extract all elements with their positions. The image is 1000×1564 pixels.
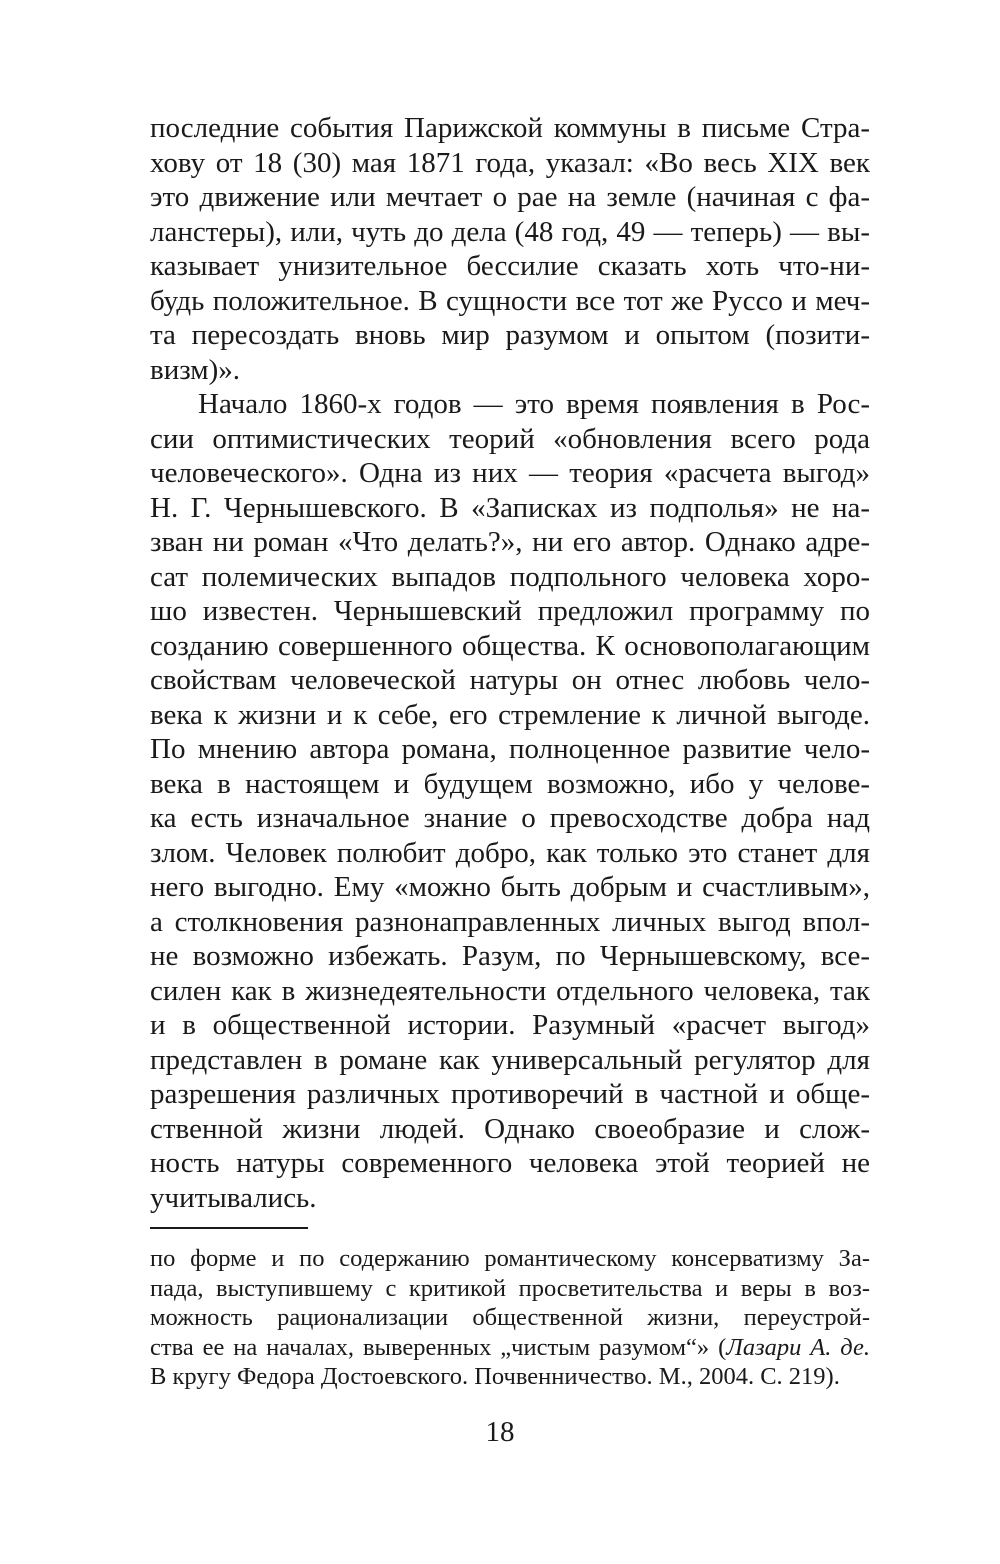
text-line: силен как в жизнедеятельности отдельного человека, так [150, 974, 870, 1007]
text-line: ланстеры), или, чуть до дела (48 год, 49 — теперь) — вы- [150, 215, 870, 248]
footnote [150, 1244, 870, 1392]
text-line: Н. Г. Чернышевского. В «Записках из подполья» не на- [150, 491, 870, 524]
text-line: и в общественной истории. Разумный «расчет выгод» [150, 1009, 870, 1041]
text-line: хову от 18 (30) мая 1871 года, указал: «Во весь XIX век [150, 146, 870, 179]
text-line: последние события Парижской коммуны в письме Стра- [150, 112, 870, 144]
text-line: казывает унизительное бессилие сказать хоть что-ни- [150, 250, 870, 282]
main-text [150, 111, 870, 1215]
text-line: ка есть изначальное знание о превосходстве добра над [150, 802, 870, 834]
text-line: сии оптимистических теорий «обновления всего рода [150, 422, 870, 455]
text-line: него выгодно. Ему «можно быть добрым и счастливым», [150, 871, 870, 903]
footnote-line: В кругу Федора Достоевского. Почвенничество. М., 2004. С. 219). [150, 1363, 840, 1390]
text-line: века к жизни и к себе, его стремление к личной выгоде. [150, 698, 870, 731]
text-line: учитывались. [150, 1181, 317, 1214]
footnote-line: пада, выступившему с критикой просветительства и веры в воз- [150, 1274, 870, 1302]
text-line: свойствам человеческой натуры он отнес любовь чело- [150, 664, 870, 696]
text-line: представлен в романе как универсальный регулятор для [150, 1043, 870, 1076]
footnote-line: можность рационализации общественной жизни, переустрой- [150, 1304, 870, 1331]
footnote-line [150, 1333, 870, 1363]
paragraph-start-line: Начало 1860-х годов — это время появления в Рос- [198, 388, 870, 420]
text-line: По мнению автора романа, полноценное развитие чело- [150, 733, 870, 765]
text-line: визм)». [150, 353, 241, 386]
text-line: разрешения различных противоречий в частной и обще- [150, 1078, 870, 1110]
page-number: 18 [485, 1416, 515, 1448]
text-line: злом. Человек полюбит добро, как только это станет для [150, 836, 870, 869]
text-line: та пересоздать вновь мир разумом и опытом (позити- [150, 319, 870, 351]
text-line: человеческого». Одна из них — теория «расчета выгод» [150, 457, 870, 489]
footnote-line: по форме и по содержанию романтическому консерватизму За- [150, 1245, 870, 1272]
footnote-line-text: ства ее на началах, выверенных „чистым разумом“» ( [150, 1333, 727, 1361]
footnote-author: Лазари А. де. [726, 1333, 870, 1361]
text-line: зван ни роман «Что делать?», ни его автор. Однако адре- [150, 526, 870, 558]
text-line: века в настоящем и будущем возможно, ибо у челове- [150, 767, 870, 800]
text-line: не возможно избежать. Разум, по Чернышевскому, все- [150, 940, 870, 972]
text-line: созданию совершенного общества. К основополагающим [150, 629, 870, 662]
text-line: а столкновения разнонаправленных личных выгод впол- [150, 905, 870, 938]
text-line: будь положительное. В сущности все тот же Руссо и меч- [150, 284, 870, 317]
footnote-divider [150, 1227, 308, 1229]
text-line: шо известен. Чернышевский предложил программу по [150, 595, 870, 627]
text-line: это движение или мечтает о рае на земле (начиная с фа- [150, 181, 870, 213]
text-line: сат полемических выпадов подпольного человека хоро- [150, 560, 870, 593]
text-line: ственной жизни людей. Однако своеобразие и слож- [150, 1112, 870, 1145]
text-line: ность натуры современного человека этой теорией не [150, 1147, 870, 1179]
